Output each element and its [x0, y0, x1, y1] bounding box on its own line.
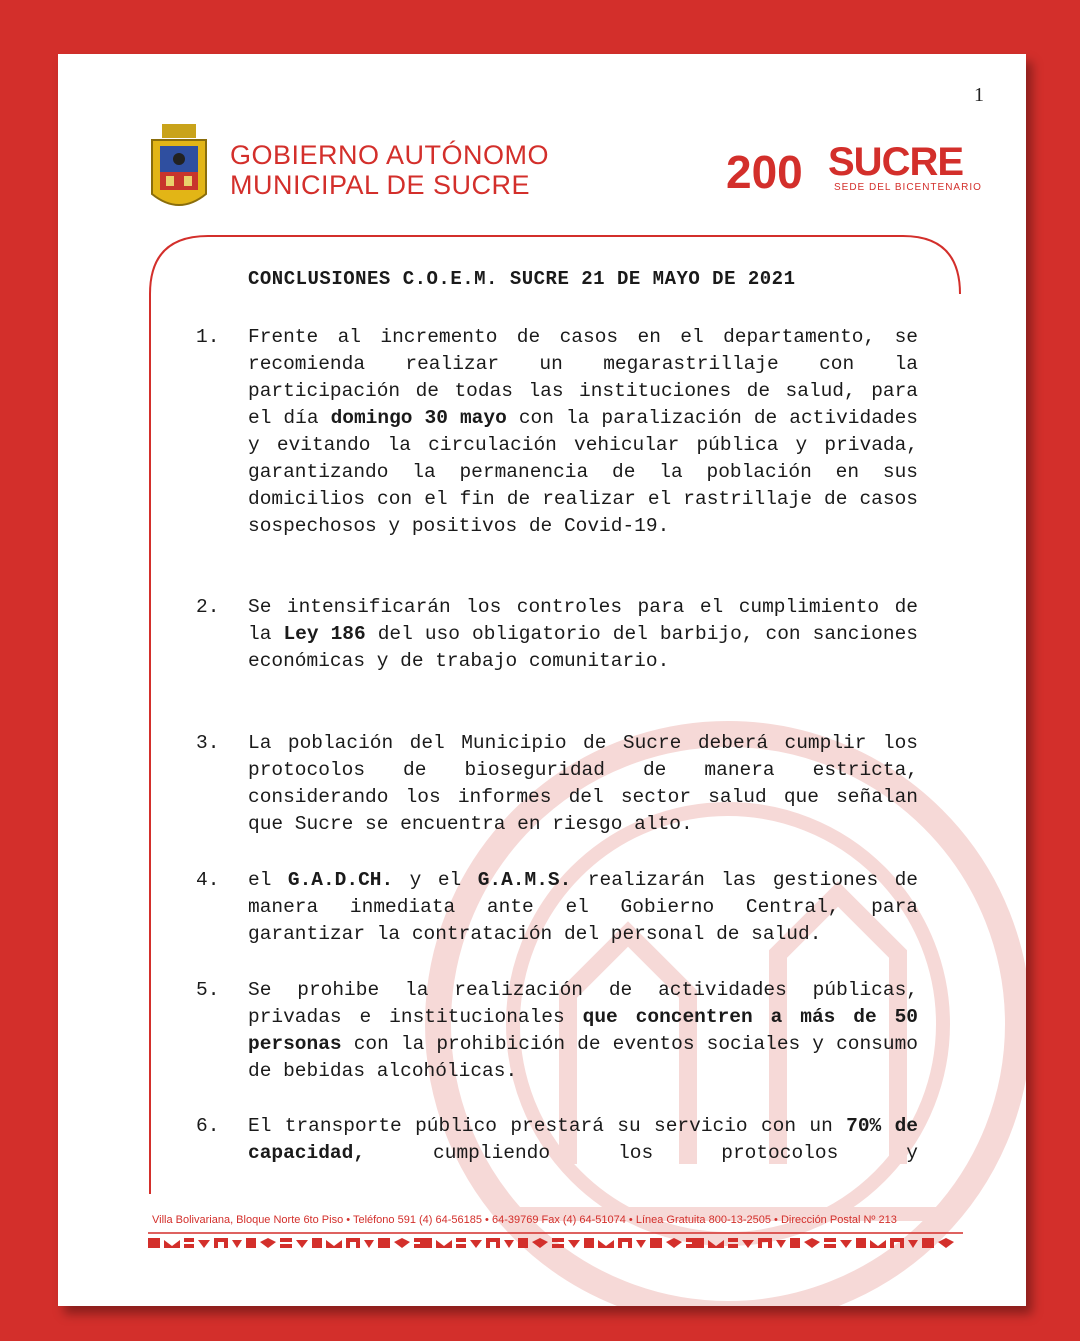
item-number: 4. [196, 869, 220, 891]
list-item [196, 324, 918, 540]
item-text: La población del Municipio de Sucre deberá cumplir los protocolos de bioseguridad de manera estricta, considerando los informes del sector salud que señalan que Sucre se encuentra en riesgo alto. [248, 732, 918, 835]
item-text: Se intensificarán los controles para el cumplimiento de la Ley 186 del uso obligatorio del barbijo, con sanciones económicas y de trabajo comunitario. [248, 596, 918, 672]
item-text: el G.A.D.CH. y el G.A.M.S. realizarán las gestiones de manera inmediata ante el Gobierno Central, para garantizar la contratación del personal de salud. [248, 869, 919, 945]
item-number: 5. [196, 979, 220, 1001]
brand-subtitle: SEDE DEL BICENTENARIO [834, 182, 982, 193]
list-item [196, 730, 918, 838]
municipal-crest-icon [148, 124, 210, 212]
item-number: 1. [196, 326, 220, 348]
organization-name [230, 140, 549, 200]
item-text: El transporte público prestará su servicio con un 70% de capacidad, cumpliendo los protocolos y [248, 1115, 918, 1164]
item-text: Frente al incremento de casos en el departamento, se recomienda realizar un megarastrillaje con la participación de todas las instituciones de salud, para el día domingo 30 mayo con la paralización de actividades y evitando la circulación vehicular pública y privada, garantizando la permanencia de la población en sus domicilios con el fin de realizar el rastrillaje de casos sospechosos y positivos de Covid-19. [248, 326, 918, 537]
list-item [196, 977, 918, 1085]
document-page [58, 54, 1026, 1306]
list-item [196, 867, 918, 948]
page-number: 1 [974, 84, 984, 106]
decorative-pattern-band [148, 1232, 963, 1254]
org-line-2: MUNICIPAL DE SUCRE [230, 170, 531, 200]
list-item [196, 1113, 918, 1167]
item-text: Se prohibe la realización de actividades públicas, privadas e institucionales que concentren a más de 50 personas con la prohibición de eventos sociales y consumo de bebidas alcohólicas. [248, 979, 919, 1082]
brand-name: SUCRE [828, 140, 964, 184]
logo-number: 200 [726, 146, 803, 198]
document-title: CONCLUSIONES C.O.E.M. SUCRE 21 DE MAYO DE 2021 [248, 268, 796, 290]
item-number: 3. [196, 732, 220, 754]
item-number: 2. [196, 596, 220, 618]
footer-contact: Villa Bolivariana, Bloque Norte 6to Piso • Teléfono 591 (4) 64-56185 • 64-39769 Fax (4) 64-51074 • Línea Gratuita 800-13-2505 • Dirección Postal Nº 213 [152, 1214, 897, 1226]
list-item [196, 594, 918, 675]
org-line-1: GOBIERNO AUTÓNOMO [230, 140, 550, 170]
item-number: 6. [196, 1115, 220, 1137]
